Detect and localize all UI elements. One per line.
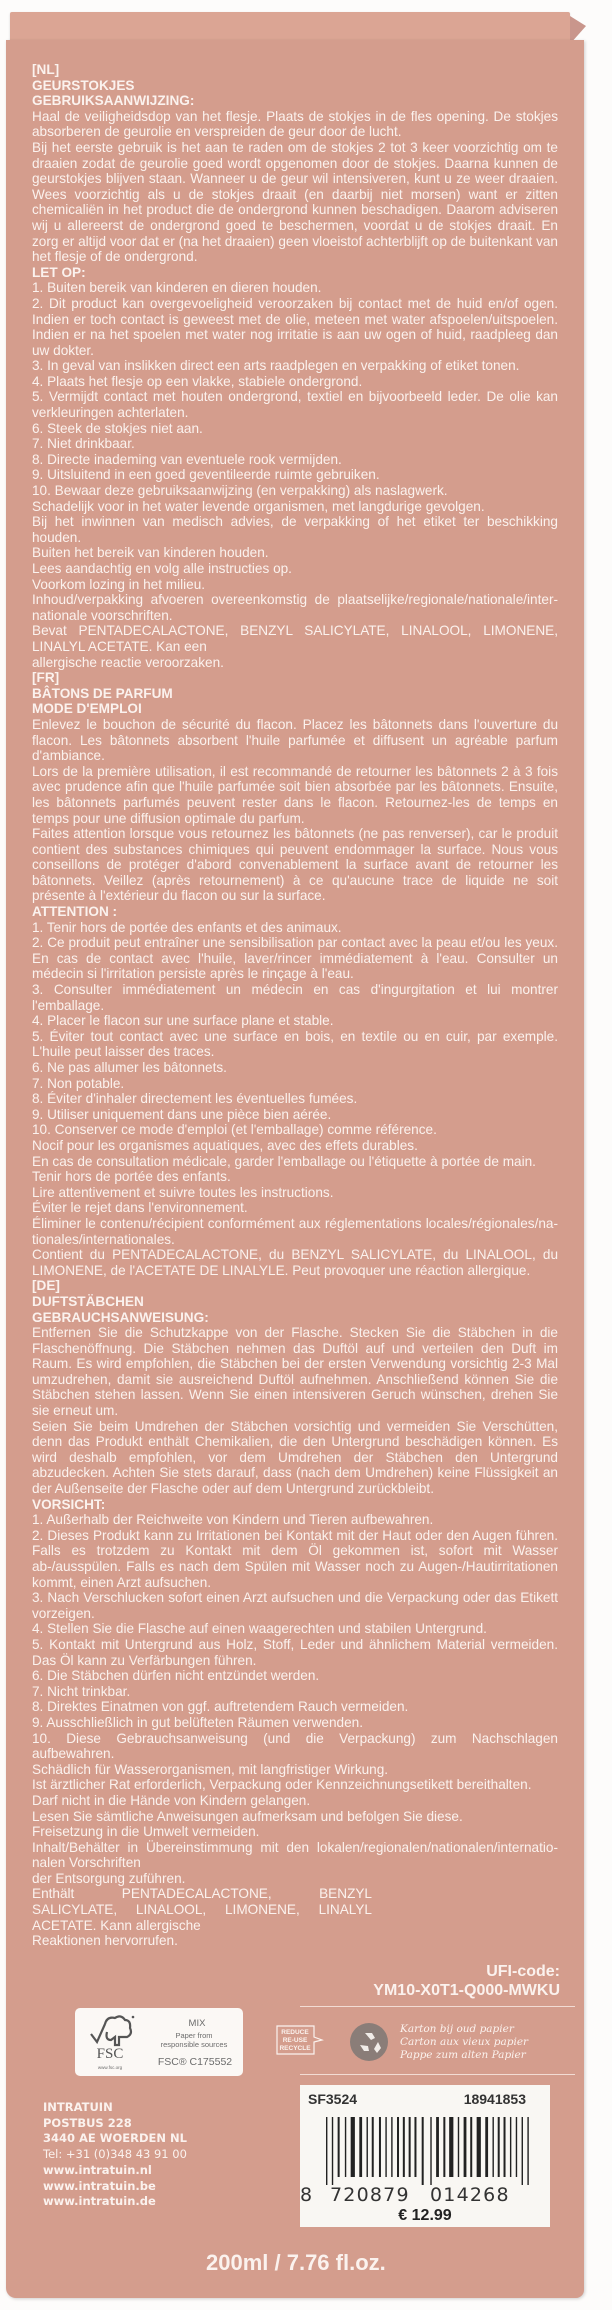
reduce-reuse-recycle-badge [276,2025,324,2055]
warning-item: 7. Non potable. [32,1075,125,1091]
warning-item: 5. Vermijdt contact met houten ondergrond, textiel en bijvoorbeeld leder. De olie kan verkleuringen achterlaten. [32,389,558,421]
hazard-statement: Inhoud/verpakking afvoeren overeenkomstig de plaatselijke/regionale/nationale/inter-nationale voorschriften. [32,592,558,623]
fsc-url: www.fsc.org [97,2065,123,2070]
badge-recycle: RECYCLE [279,2045,311,2052]
instruction-paragraph: Seien Sie beim Umdrehen der Stäbchen vorsichtig und vermeiden Sie Verschütten, denn das Produkt enthält Chemikalien, die den Untergrund beschädigen können. Es wird deshalb empfohlen, vor dem Umdrehen der Stäbchen den Untergrund abzudecken. Achten Sie stets darauf, dass (nach dem Umdrehen) keine Flüssigkeit an der Außenseite der Flasche oder auf dem Untergrund zurückbleibt. [32,1418,558,1497]
fsc-brand: FSC [96,2046,124,2062]
price: € 12.99 [398,2207,452,2224]
hazard-statement: Buiten het bereik van kinderen houden. [32,545,269,561]
barcode-bar [443,2117,445,2177]
warning-title-de: VORSICHT: [32,1496,106,1512]
hazard-statement: Bij het inwinnen van medisch advies, de verpakking of het etiket ter beschikking houden. [32,514,558,545]
city: 3440 AE WOERDEN NL [43,2131,187,2146]
fsc-line-2: responsible sources [160,2040,228,2049]
warning-item: 2. Ce produit peut entraîner une sensibilisation par contact avec la peau et/ou les yeux. En cas de contact avec l'huile, laver/rincer immédiatement à l'eau. Consulter un médecin si l'irritation persiste après le rinçage à l'eau. [32,935,558,982]
recycle-line: Karton bij oud papier [400,2023,514,2035]
volume: 200ml / 7.76 fl.oz. [206,2250,386,2275]
hazard-statement: Ist ärztlicher Rat erforderlich, Verpackung oder Kennzeichnungsetikett bereithalten. [32,1777,532,1793]
hazard-statement: Schädlich für Wasserorganismen, mit langfristiger Wirkung. [32,1761,389,1777]
warning-item: 9. Utiliser uniquement dans une pièce bien aérée. [32,1106,332,1122]
warning-item: 2. Dieses Produkt kann zu Irritationen bei Kontakt mit der Haut oder den Augen führen. Falls es trotzdem zu Kontakt mit dem Öl gekommen ist, sofort mit Wasser ab-/ausspülen. Falls es nach dem Spülen mit Wasser noch zu Augen-/Hautirritationen kommt, einen Arzt aufsuchen. [32,1527,558,1590]
warning-item: 7. Niet drinkbaar. [32,436,135,452]
barcode-bar [326,2117,327,2185]
lang-code-nl: [NL] [32,62,60,77]
warning-title-fr: ATTENTION : [32,904,118,920]
barcode-bar [345,2117,346,2177]
fsc-line-1: Paper from [175,2031,213,2040]
warning-item: 2. Dit product kan overgevoeligheid veroorzaken bij contact met de huid en/of ogen. Indien er toch contact is geweest met de olie, meteen met water afspoelen/uitspoelen. Indien er na het spoelen met water nog irritatie is aan uw ogen of huid, raadpleeg dan uw dokter. [32,295,558,358]
hazard-statement: Nocif pour les organismes aquatiques, avec des effets durables. [32,1137,418,1153]
hazard-statement: Inhalt/Behälter in Übereinstimmung mit den lokalen/regionalen/nationalen/internatio-nalen Vorschriften [32,1839,558,1871]
hazard-statement: der Entsorgung zuführen. [32,1870,186,1886]
title-de: DUFTSTÄBCHEN [32,1293,144,1309]
warning-item: 4. Stellen Sie die Flasche auf einen waagerechten und stabilen Untergrund. [32,1621,487,1637]
barcode-bar [422,2117,424,2185]
warning-item: 9. Uitsluitend in een goed geventileerde ruimte gebruiken. [32,467,380,483]
warning-item: 1. Tenir hors de portée des enfants et des animaux. [32,919,342,935]
recycle-line: Carton aux vieux papier [400,2036,529,2048]
warning-item: 10. Bewaar deze gebruiksaanwijzing (en verpakking) als naslagwerk. [32,483,448,499]
barcode-bar [367,2117,368,2177]
barcode-bar [522,2117,523,2185]
hazard-statement: allergische reactie veroorzaken. [32,654,224,670]
barcode-bar [385,2117,386,2177]
barcode-bar [504,2117,506,2177]
subtitle-de: GEBRAUCHSANWEISUNG: [32,1309,209,1325]
instruction-paragraph: Haal de veiligheidsdop van het flesje. Plaats de stokjes in de fles opening. De stokjes absorberen de geurolie en verspreiden de geur door de lucht. [32,108,558,140]
ufi-value: YM10-X0T1-Q000-MWKU [373,1982,560,1999]
barcode-bar [516,2117,517,2177]
article-number: 18941853 [463,2091,526,2107]
warning-item: 10. Diese Gebrauchsanweisung (und die Verpackung) zum Nachschlagen aufbewahren. [32,1730,558,1762]
badge-reduce: REDUCE [281,2029,309,2036]
barcode-bar [492,2117,493,2177]
hazard-statement: Reaktionen hervorrufen. [32,1933,178,1949]
warning-item: 1. Buiten bereik van kinderen en dieren houden. [32,280,322,296]
ufi-label: UFI-code: [486,1963,560,1980]
barcode-icon [326,2117,530,2185]
barcode-bar [391,2117,392,2177]
barcode-bar [498,2117,500,2177]
recycle-instructions [400,2023,528,2062]
company-address [43,2100,187,2210]
warning-item: 6. Steek de stokjes niet aan. [32,420,203,436]
instruction-paragraph: Enlevez le bouchon de sécurité du flacon. Placez les bâtonnets dans l'ouverture du flacon. Les bâtonnets absorbent l'huile parfumée et diffusent un agréable parfum d'ambiance. [32,716,558,764]
barcode-bar [338,2117,340,2177]
barcode-bar [485,2117,488,2177]
barcode-bar [449,2117,453,2177]
fsc-license-code: FSC® C175552 [157,2056,233,2068]
hazard-statement: Lire attentivement et suivre toutes les instructions. [32,1184,334,1200]
hazard-statement: Contient du PENTADECALACTONE, du BENZYL SALICYLATE, du LINALOOL, du LIMONENE, de l'ACETATE DE LINALYLE. Peut provoquer une réaction allergique. [32,1247,558,1278]
lang-code-fr: [FR] [32,670,60,686]
divider [300,2006,575,2007]
warning-title-nl: LET OP: [32,264,86,280]
fsc-paper-from [145,2031,243,2049]
barcode-bar [332,2117,333,2185]
recycle-icon [350,2023,388,2061]
hazard-statement: Voorkom lozing in het milieu. [32,576,206,592]
barcode-bar [397,2117,399,2177]
sku-code: SF3524 [308,2091,358,2107]
hazard-statement: Éviter le rejet dans l'environnement. [32,1200,248,1216]
website-be[interactable]: www.intratuin.be [43,2178,156,2193]
fsc-tree-icon [85,2012,145,2072]
section-nl [32,62,558,670]
barcode-bar [470,2117,472,2177]
barcode-bar [414,2117,416,2177]
hazard-statement: Schadelijk voor in het water levende organismen, met langdurige gevolgen. [32,498,485,514]
hazard-statement: Tenir hors de portée des enfants. [32,1169,231,1185]
website-nl[interactable]: www.intratuin.nl [43,2162,152,2177]
warning-item: 3. Consulter immédiatement un médecin en cas d'ingurgitation et lui montrer l'emballage. [32,982,558,1013]
divider [300,2074,575,2075]
recycle-line: Pappe zum alten Papier [400,2049,526,2061]
box-top-flap [10,12,570,42]
subtitle-nl: GEBRUIKSAANWIJZING: [32,93,195,109]
barcode-bar [359,2117,362,2177]
barcode-bar [527,2117,528,2185]
lang-code-de: [DE] [32,1278,60,1294]
website-de[interactable]: www.intratuin.de [43,2194,156,2209]
warning-item: 4. Plaats het flesje op een vlakke, stabiele ondergrond. [32,373,363,389]
postbus: POSTBUS 228 [43,2115,132,2130]
hazard-statement: Bevat PENTADECALACTONE, BENZYL SALICYLATE, LINALOOL, LIMONENE, LINALYL ACETATE. Kan een [32,623,558,654]
barcode-bar [458,2117,459,2177]
title-nl: GEURSTOKJES [32,77,135,93]
barcode-bar [409,2117,411,2177]
hazard-statement: Lesen Sie sämtliche Anweisungen aufmerksam und befolgen Sie diese. [32,1808,463,1824]
warning-item: 3. Nach Verschlucken sofort einen Arzt aufsuchen und die Verpackung oder das Etikett vorzeigen. [32,1590,558,1621]
warning-item: 5. Éviter tout contact avec une surface en bois, en textile ou en cuir, par exemple. L'huile peut laisser des traces. [32,1028,558,1060]
section-fr [32,670,558,1278]
warning-item: 10. Conserver ce mode d'emploi (et l'emballage) comme référence. [32,1122,437,1138]
warning-item: 8. Éviter d'inhaler directement les éventuelles fumées. [32,1091,358,1107]
title-fr: BÂTONS DE PARFUM [32,685,173,701]
hazard-statement: Lees aandachtig en volg alle instructies op. [32,561,292,576]
barcode-bar [379,2117,381,2177]
instruction-paragraph: Faites attention lorsque vous retournez les bâtonnets (ne pas renverser), car le produit contient des substances chimiques qui peuvent endommager la surface. Nous vous conseillons de protéger d'abord convenablement la surface avant de retourner les bâtonnets. Veillez (après retournement) à ce qu'aucune trace de liquide ne soit présente à l'extérieur du flacon ou sur la surface. [32,826,558,904]
warning-item: 3. In geval van inslikken direct een arts raadplegen en verpakking of etiket tonen. [32,358,520,374]
barcode-bar [510,2117,511,2177]
section-de [32,1278,558,1949]
instruction-paragraph: Lors de la première utilisation, il est recommandé de retourner les bâtonnets 2 à 3 fois avec prudence afin que l'huile parfumée soit bien absorbée par les bâtonnets. Ensuite, les bâtonnets parfumés peuvent rester dans le flacon. Retournez-les de temps en temps pour une diffusion optimale du parfum. [32,763,558,826]
fsc-label [75,2008,243,2076]
instruction-paragraph: Bij het eerste gebruik is het aan te raden om de stokjes 2 tot 3 keer voorzichtig om te draaien zodat de geurolie goed wordt opgenomen door de stokjes. Daarna kunnen de geurstokjes blijven staan. Wanneer u de geur wil intensiveren, kunt u ze weer draaien. Wees voorzichtig als u de stokjes draait (en daarbij niet morsen) want er zitten chemicaliën in het product die de ondergrond kunnen beschadigen. Daarom adviseren wij u allereerst de ondergrond goed te beschermen, voordat u de stokjes draait. En zorg er altijd voor dat er (na het draaien) geen vloeistof achterblijft op de buitenkant van het flesje of de ondergrond. [32,139,558,265]
warning-item: 7. Nicht trinkbar. [32,1683,131,1699]
barcode-bar [351,2117,355,2177]
warning-item: 6. Die Stäbchen dürfen nicht entzündet werden. [32,1668,320,1684]
barcode-bar [436,2117,439,2177]
warning-item: 1. Außerhalb der Reichweite von Kindern und Tieren aufbewahren. [32,1512,434,1528]
warning-item: 8. Direktes Einatmen von ggf. auftretendem Rauch vermeiden. [32,1699,409,1715]
barcode-bar [403,2117,405,2177]
hazard-statement: En cas de consultation médicale, garder l'emballage ou l'étiquette à portée de main. [32,1153,536,1169]
fsc-mix: MIX [188,2018,206,2029]
barcode-bar [464,2117,467,2177]
company-name: INTRATUIN [43,2100,113,2114]
instructions-text [32,62,558,1949]
warning-item: 8. Directe inademing van eventuele rook vermijden. [32,451,342,467]
badge-reuse: RE-USE [282,2037,308,2044]
barcode-bar [477,2117,481,2177]
warning-item: 5. Kontakt mit Untergrund aus Holz, Stoff, Leder und ähnlichem Material vermeiden. Das Öl kann zu Verfärbungen führen. [32,1636,558,1668]
instruction-paragraph: Entfernen Sie die Schutzkappe von der Flasche. Stecken Sie die Stäbchen in die Flaschenöffnung. Die Stäbchen nehmen das Duftöl auf und verteilen den Duft im Raum. Es wird empfohlen, die Stäbchen bei der ersten Verwendung vorsichtig 2-3 Mal umzudrehen, damit sie ausreichend Duftöl aufnehmen. Anschließend können Sie die Stäbchen stehen lassen. Wenn Sie einen intensiveren Geruch wünschen, drehen Sie sie erneut um. [32,1325,558,1419]
ean-right-group: 014268 [430,2184,510,2206]
subtitle-fr: MODE D'EMPLOI [32,701,142,717]
barcode-bar [430,2117,431,2185]
hazard-statement: Enthält PENTADECALACTONE, BENZYL SALICYLATE, LINALOOL, LIMONENE, LINALYL ACETATE. Kann allergische [32,1886,372,1933]
hazard-statement: Darf nicht in die Hände von Kindern gelangen. [32,1792,311,1808]
barcode-bar [372,2117,374,2177]
phone: Tel: +31 (0)348 43 91 00 [43,2147,187,2162]
ean-left-group: 720879 [330,2184,410,2206]
ean-first-digit: 8 [300,2184,314,2206]
hazard-statement: Éliminer le contenu/récipient conformément aux réglementations locales/régionales/na-tionales/internationales. [32,1215,558,1247]
price-label [300,2085,550,2227]
warning-item: 9. Ausschließlich in gut belüfteten Räumen verwenden. [32,1714,363,1730]
ufi-code [373,1962,560,2000]
warning-item: 4. Placer le flacon sur une surface plane et stable. [32,1013,334,1029]
warning-item: 6. Ne pas allumer les bâtonnets. [32,1060,227,1075]
hazard-statement: Freisetzung in die Umwelt vermeiden. [32,1824,260,1840]
